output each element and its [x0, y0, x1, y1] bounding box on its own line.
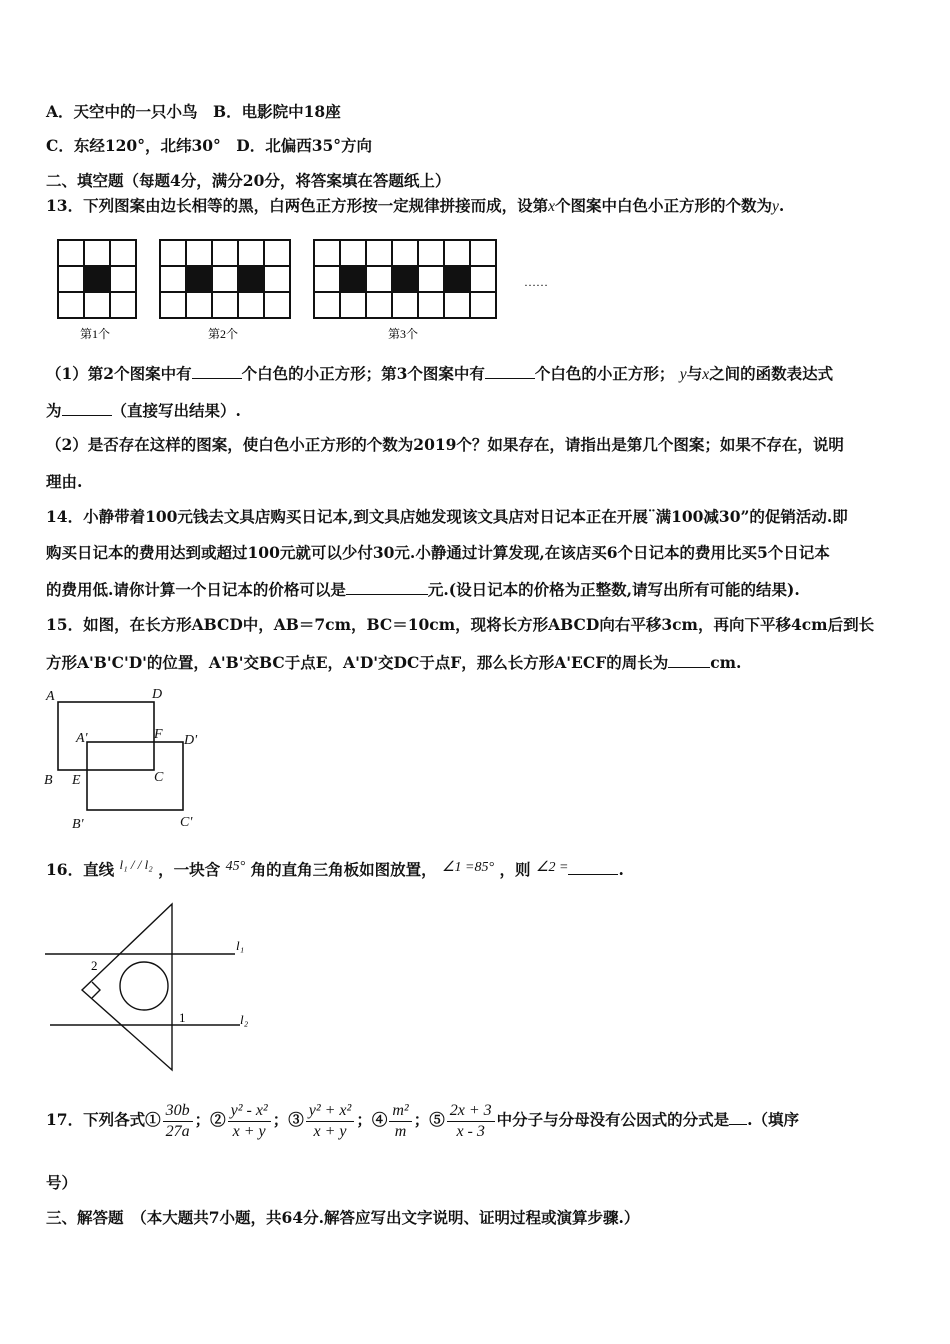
q17-text-e: ；⑤: [413, 1110, 445, 1129]
pattern-ellipsis: ……: [524, 275, 548, 289]
black-square: [392, 266, 418, 292]
q13-text-c: .: [778, 196, 785, 215]
answer-blank[interactable]: [729, 1108, 747, 1125]
triangle-hole: [120, 962, 168, 1010]
q16-text-d: ，则: [499, 860, 531, 879]
answer-blank[interactable]: [346, 578, 428, 595]
pattern-2-frame: [160, 240, 290, 318]
q15-text-b: cm.: [710, 653, 742, 672]
q16-line: [46, 854, 624, 881]
black-square: [238, 266, 264, 292]
label-b-prime: B': [72, 817, 84, 832]
q15-line2: [46, 651, 741, 674]
q17-text-f: 中分子与分母没有公因式的分式是: [496, 1110, 730, 1129]
q13-part1-line2: [46, 399, 241, 422]
q13-part1-a: （1）第2个图案中有: [46, 364, 192, 383]
label-f: F: [154, 727, 163, 742]
q13-text-a: 13．下列图案由边长相等的黑，白两色正方形按一定规律拼接而成，设第: [46, 196, 549, 215]
label-angle-1: 1: [179, 1010, 186, 1025]
parallel-lines-symbol: l₁ / / l₂: [119, 857, 153, 872]
label-a: A: [46, 689, 55, 704]
q16-text-c: 角的直角三角板如图放置，: [250, 860, 437, 879]
q17-text-b: ；②: [194, 1110, 226, 1129]
q14-text-b: 元.(设日记本的价格为正整数,请写出所有可能的结果).: [427, 580, 800, 599]
var-x: x: [548, 198, 555, 215]
q17-text-d: ；④: [356, 1110, 388, 1129]
q16-triangle-figure: [40, 898, 270, 1078]
angle-2-symbol: ∠2 =: [535, 860, 569, 875]
rect-a1b1c1d1: [87, 742, 183, 810]
q17-text-g: .（填序: [747, 1110, 800, 1129]
answer-blank[interactable]: [668, 651, 710, 668]
answer-blank[interactable]: [192, 362, 242, 379]
label-a-prime: A': [76, 731, 88, 746]
q15-text-a: 方形A'B'C'D'的位置，A'B'交BC于点E，A'D'交DC于点F，那么长方形A'ECF的周长为: [46, 653, 669, 672]
label-d-prime: D': [184, 733, 198, 748]
q13-part1-c: 个白色的小正方形；: [534, 364, 675, 383]
label-c-prime: C': [180, 815, 193, 830]
q13-part2-line: （2）是否存在这样的图案，使白色小正方形的个数为2019个？如果存在，请指出是第几个图案；如果不存在，说明: [46, 435, 844, 454]
q13-part1-g: （直接写出结果）.: [111, 401, 241, 420]
q14-line3: [46, 578, 800, 601]
black-square: [340, 266, 366, 292]
var-x: x: [702, 366, 710, 383]
label-d: D: [152, 687, 163, 702]
q17-text-c: ；③: [272, 1110, 304, 1129]
q14-text-a: 的费用低.请你计算一个日记本的价格可以是: [46, 580, 346, 599]
q13-part1-b: 个白色的小正方形；第3个图案中有: [241, 364, 485, 383]
label-l2: l₂: [240, 1012, 249, 1027]
q13-stem: [46, 195, 784, 218]
pattern-caption-3: 第3个: [388, 327, 419, 341]
q13-part2-line2: 理由.: [46, 472, 83, 491]
q17-line: [46, 1094, 799, 1146]
fraction-1: $\frac{30b}{27a}$: [163, 1101, 193, 1142]
var-y: y: [771, 198, 779, 215]
q15-rectangles-figure: [40, 682, 220, 832]
label-c: C: [154, 770, 164, 785]
label-b: B: [44, 773, 53, 788]
q13-pattern-figure: [50, 232, 570, 344]
answer-blank[interactable]: [62, 399, 112, 416]
triangle-ruler: [82, 904, 172, 1070]
q13-part1-d: 与: [686, 364, 703, 383]
fraction-5: $\frac{2x + 3}{x - 3}$: [447, 1101, 495, 1142]
q13-part1-f: 为: [46, 401, 62, 420]
q15-line1: 15．如图，在长方形ABCD中，AB＝7cm，BC＝10cm，现将长方形ABCD向右平移3cm，再向下平移4cm后到长: [46, 615, 875, 634]
var-y: y: [679, 366, 687, 383]
angle-45: 45°: [225, 859, 246, 874]
fraction-4: $\frac{\text{m²}}{m}$: [389, 1101, 411, 1142]
label-angle-2: 2: [91, 958, 98, 973]
fraction-3: $\frac{\text{y² + x²}}{x + y}$: [306, 1101, 355, 1142]
black-square: [84, 266, 110, 292]
q14-line2: 购买日记本的费用达到或超过100元就可以少付30元.小静通过计算发现,在该店买6个日记本的费用比买5个日记本: [46, 543, 830, 562]
label-e: E: [72, 773, 81, 788]
answer-blank[interactable]: [485, 362, 535, 379]
q17-line2: 号）: [46, 1173, 78, 1192]
q16-text-b: ，一块含: [158, 860, 221, 879]
black-square: [186, 266, 212, 292]
pattern-caption-1: 第1个: [80, 327, 111, 341]
q17-text-a: 17．下列各式①: [46, 1110, 161, 1129]
black-square: [444, 266, 470, 292]
section-2-heading: 二、填空题（每题4分，满分20分，将答案填在答题纸上）: [46, 171, 451, 190]
option-line-cd: C．东经120°，北纬30° D．北偏西35°方向: [46, 136, 373, 155]
angle-1-value: ∠1 =85°: [442, 860, 495, 875]
section-3-heading: 三、解答题 （本大题共7小题，共64分.解答应写出文字说明、证明过程或演算步骤.）: [46, 1208, 640, 1227]
option-line-ab: A．天空中的一只小鸟 B．电影院中18座: [46, 102, 341, 121]
q13-text-b: 个图案中白色小正方形的个数为: [554, 196, 772, 215]
label-l1: l₁: [236, 938, 245, 953]
rect-abcd: [58, 702, 154, 770]
right-angle-mark: [92, 982, 100, 998]
q16-text-e: .: [618, 860, 624, 879]
q14-line1: 14．小静带着100元钱去文具店购买日记本,到文具店她发现该文具店对日记本正在开展¨满100减30”的促销活动.即: [46, 507, 848, 526]
q13-part1-line: [46, 362, 833, 386]
fraction-2: $\frac{\text{y² - x²}}{x + y}$: [228, 1101, 271, 1142]
q13-part1-e: 之间的函数表达式: [709, 364, 834, 383]
pattern-caption-2: 第2个: [208, 327, 239, 341]
answer-blank[interactable]: [568, 858, 618, 875]
q16-text-a: 16．直线: [46, 860, 115, 879]
